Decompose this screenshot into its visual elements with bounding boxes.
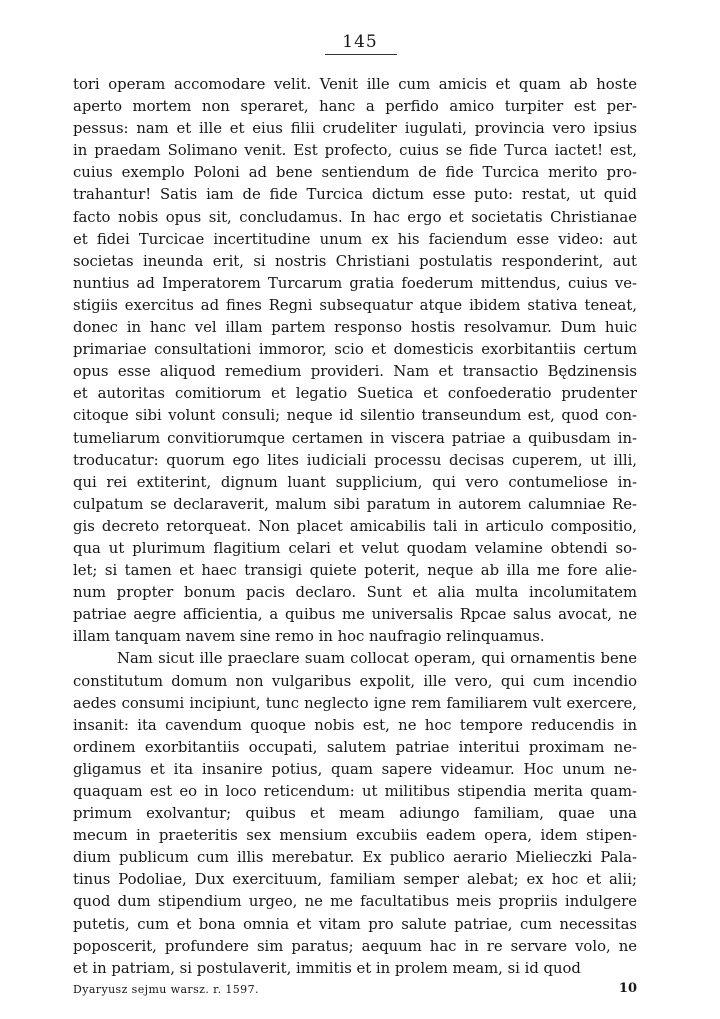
text-line: let; si tamen et haec transigi quiete poterit, neque ab illa me fore alie- [73, 562, 637, 580]
text-line: tinus Podoliae, Dux exercituum, familiam semper alebat; ex hoc et alii; [73, 871, 637, 889]
text-line: pessus: nam et ille et eius filii crudeliter iugulati, provincia vero ipsius [73, 120, 637, 138]
page-number-rule [325, 54, 397, 55]
body-text [73, 74, 637, 980]
text-line: primariae consultationi immoror, scio et domesticis exorbitantiis certum [73, 341, 637, 359]
text-line: in praedam Solimano venit. Est profecto, cuius se fide Turca iactet! est, [73, 142, 637, 160]
text-line: culpatum se declaraverit, malum sibi paratum in autorem calumniae Re- [73, 495, 637, 513]
page-number: 145 [342, 32, 378, 52]
text-line: ordinem exorbitantiis occupati, salutem patriae interitui proximam ne- [73, 738, 637, 756]
text-line: stigiis exercitus ad fines Regni subsequatur atque ibidem stativa teneat, [73, 296, 637, 314]
text-line: opus esse aliquod remedium provideri. Nam et transactio Będzinensis [73, 363, 637, 381]
text-line: mecum in praeteritis sex mensium excubiis eadem opera, idem stipen- [73, 827, 637, 845]
footer-source: Dyaryusz sejmu warsz. r. 1597. [73, 983, 259, 996]
text-line: num propter bonum pacis declaro. Sunt et alia multa incolumitatem [73, 584, 637, 602]
text-line: donec in hanc vel illam partem responso hostis resolvamur. Dum huic [73, 319, 637, 337]
text-line: constitutum domum non vulgaribus expolit, ille vero, qui cum incendio [73, 672, 637, 690]
text-line: et in patriam, si postulaverit, immitis et in prolem meam, si id quod [73, 959, 581, 977]
text-line: putetis, cum et bona omnia et vitam pro salute patriae, cum necessitas [73, 915, 637, 933]
text-line: Nam sicut ille praeclare suam collocat operam, qui ornamentis bene [117, 650, 637, 668]
text-line: insanit: ita cavendum quoque nobis est, ne hoc tempore reducendis in [73, 716, 637, 734]
text-line: quaquam est eo in loco reticendum: ut militibus stipendia merita quam- [73, 783, 637, 800]
text-line: et autoritas comitiorum et legatio Suetica et confoederatio prudenter [73, 385, 637, 403]
text-line: societas ineunda erit, si nostris Christiani postulatis responderint, aut [73, 252, 637, 270]
text-line: aperto mortem non speraret, hanc a perfido amico turpiter est per- [73, 98, 637, 116]
text-line: qui rei extiterint, dignum luant supplicium, qui vero contumeliose in- [73, 473, 637, 491]
footer-signature: 10 [618, 981, 637, 996]
text-line: illam tanquam navem sine remo in hoc naufragio relinquamus. [73, 628, 545, 646]
text-line: cuius exemplo Poloni ad bene sentiendum de fide Turcica merito pro- [73, 164, 637, 182]
text-line: qua ut plurimum flagitium celari et velut quodam velamine obtendi so- [73, 539, 637, 557]
text-line: aedes consumi incipiunt, tunc neglecto igne rem familiarem vult exercere, [73, 694, 637, 712]
text-line: quod dum stipendium urgeo, ne me facultatibus meis propriis indulgere [73, 893, 637, 911]
text-line: poposcerit, profundere sim paratus; aequum hac in re servare volo, ne [73, 937, 637, 955]
text-line: gis decreto retorqueat. Non placet amicabilis tali in articulo compositio, [73, 517, 637, 535]
text-line: citoque sibi volunt consuli; neque id silentio transeundum est, quod con- [73, 407, 637, 425]
text-line: primum exolvantur; quibus et meam adiungo familiam, quae una [73, 805, 637, 823]
text-line: et fidei Turcicae incertitudine unum ex his faciendum esse video: aut [73, 230, 637, 248]
text-line: nuntius ad Imperatorem Turcarum gratia foederum mittendus, cuius ve- [73, 274, 637, 292]
text-line: troducatur: quorum ego lites iudiciali processu decisas cuperem, ut illi, [73, 451, 637, 469]
text-line: gligamus et ita insanire potius, quam sapere videamur. Hoc unum ne- [73, 760, 637, 778]
text-line: tori operam accomodare velit. Venit ille cum amicis et quam ab hoste [73, 76, 637, 93]
text-line: dium publicum cum illis merebatur. Ex publico aerario Mielieczki Pala- [73, 849, 637, 867]
text-line: patriae aegre afficientia, a quibus me universalis Rpcae salus avocat, ne [73, 606, 637, 624]
text-line: tumeliarum convitiorumque certamen in viscera patriae a quibusdam in- [73, 429, 637, 447]
text-line: trahantur! Satis iam de fide Turcica dictum esse puto: restat, ut quid [73, 186, 637, 204]
text-line: facto nobis opus sit, concludamus. In hac ergo et societatis Christianae [73, 208, 637, 226]
